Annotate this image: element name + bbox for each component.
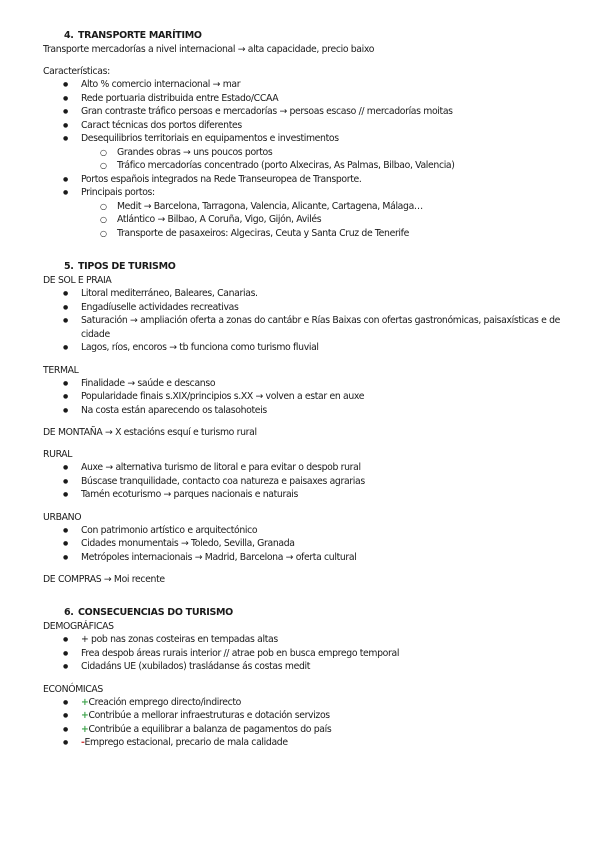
list-item: ● + pob nas zonas costeiras en tempadas altas (43, 633, 564, 647)
s4-intro: Transporte mercadorías a nivel internacional → alta capacidade, precio baixo (43, 44, 375, 55)
termal-label: TERMAL (43, 364, 79, 376)
urbano-label: URBANO (43, 511, 82, 523)
list-item: ● Finalidade → saúde e descanso (43, 377, 564, 391)
sub-list-item: ○ Medit → Barcelona, Tarragona, Valencia, Alicante, Cartagena, Málaga… (43, 200, 564, 214)
urbano-list (43, 524, 564, 565)
sol-praia-list (43, 287, 564, 355)
list-item: ● Frea despob áreas rurais interior // atrae pob en busca emprego temporal (43, 647, 564, 661)
list-item: ● Popularidade finais s.XIX/principios s.XX → volven a estar en auxe (43, 390, 564, 404)
list-item: ● Alto % comercio internacional → mar (43, 78, 564, 92)
list-item: ● Principais portos: (43, 186, 564, 200)
sol-praia-label: DE SOL E PRAIA (43, 275, 112, 286)
compras-line: DE COMPRAS → Moi recente (43, 574, 165, 585)
list-item: ● Lagos, ríos, encoros → tb funciona como turismo fluvial (43, 341, 564, 355)
list-item: ● Rede portuaria distribuida entre Estado/CCAA (43, 92, 564, 106)
economicas-label: ECONÓMICAS (43, 683, 103, 695)
section-heading-transporte-maritimo: 4. TRANSPORTE MARÍTIMO (64, 30, 202, 41)
termal-list (43, 377, 564, 418)
sub-list-item: ○ Grandes obras → uns poucos portos (43, 146, 564, 160)
economicas-list (43, 696, 564, 750)
list-item: ● Engadíuselle actividades recreativas (43, 301, 564, 315)
rural-label: RURAL (43, 449, 73, 460)
section-heading-tipos-turismo: 5. TIPOS DE TURISMO (64, 261, 176, 272)
list-item: ● Con patrimonio artístico e arquitectónico (43, 524, 564, 538)
demograficas-label: DEMOGRÁFICAS (43, 621, 114, 632)
list-item: ● Cidadáns UE (xubilados) trasládanse ás costas medit (43, 660, 564, 674)
list-item: ● Gran contraste tráfico persoas e mercadorías → persoas escaso // mercadorías moitas (43, 105, 564, 119)
list-item: ● Na costa están aparecendo os talasohoteis (43, 404, 564, 418)
list-item: ● Auxe → alternativa turismo de litoral e para evitar o despob rural (43, 461, 564, 475)
list-item: ● Saturación → ampliación oferta a zonas do cantábr e Rías Baixas con ofertas gastronómicas, paisaxísticas e de cidade (43, 314, 564, 341)
plus-sign: + (81, 710, 89, 721)
list-item: ● Litoral mediterráneo, Baleares, Canarias. (43, 287, 564, 301)
list-item: ● Cidades monumentais → Toledo, Sevilla, Granada (43, 537, 564, 551)
list-item: ● Desequilibrios territoriais en equipamentos e investimentos (43, 132, 564, 146)
s4-list (43, 78, 564, 240)
rural-list (43, 461, 564, 502)
list-item: ● Portos españois integrados na Rede Transeuropea de Transporte. (43, 173, 564, 187)
list-item: ● +Creación emprego directo/indirecto (43, 696, 564, 710)
plus-sign: + (81, 696, 89, 708)
list-item: ● +Contribúe a equilibrar a balanza de pagamentos do país (43, 723, 564, 737)
sub-list-item: ○ Transporte de pasaxeiros: Algeciras, Ceuta y Santa Cruz de Tenerife (43, 227, 564, 241)
demograficas-list (43, 633, 564, 674)
montana-line: DE MONTAÑA → X estacións esquí e turismo rural (43, 427, 257, 438)
s4-caract-label: Características: (43, 66, 110, 77)
section-heading-consecuencias: 6. CONSECUENCIAS DO TURISMO (64, 607, 233, 618)
list-item: ● Caract técnicas dos portos diferentes (43, 119, 564, 133)
plus-sign: + (81, 723, 89, 735)
sub-list-item: ○ Tráfico mercadorías concentrado (porto Alxeciras, As Palmas, Bilbao, Valencia) (43, 159, 564, 173)
list-item: ● Búscase tranquilidade, contacto coa natureza e paisaxes agrarias (43, 475, 564, 489)
list-item: ● Tamén ecoturismo → parques nacionais e naturais (43, 488, 564, 502)
minus-sign: - (81, 737, 85, 748)
list-item: ● +Contribúe a mellorar infraestruturas e dotación servizos (43, 709, 564, 723)
list-item: ● Metrópoles internacionais → Madrid, Barcelona → oferta cultural (43, 551, 564, 565)
sub-list-item: ○ Atlántico → Bilbao, A Coruña, Vigo, Gijón, Avilés (43, 213, 564, 227)
list-item: ● -Emprego estacional, precario de mala calidade (43, 736, 564, 750)
